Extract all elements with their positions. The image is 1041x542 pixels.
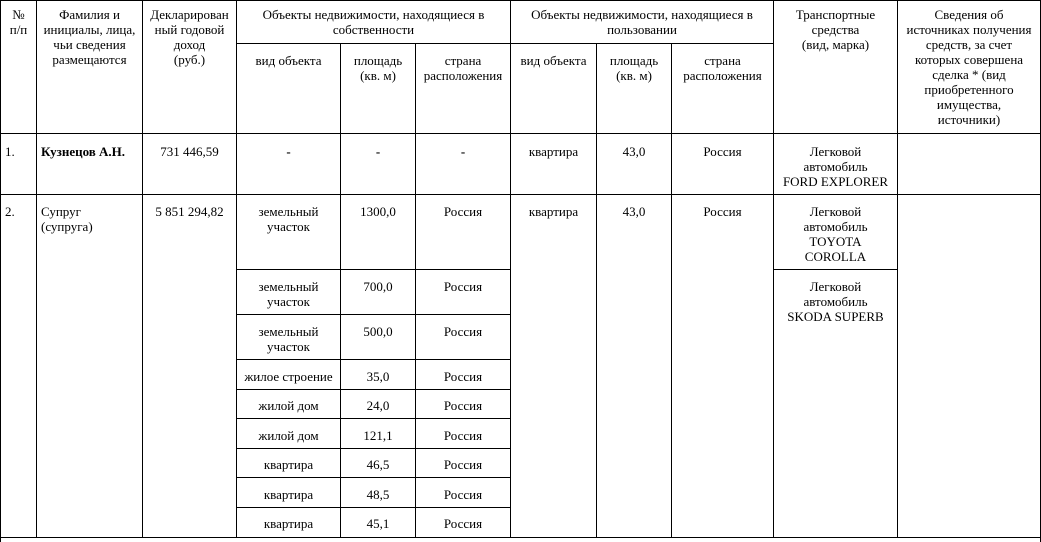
- table-border: [236, 477, 510, 478]
- table-border: [596, 43, 597, 538]
- owned-type: квартира: [263, 457, 314, 472]
- owned-area: 48,5: [366, 487, 390, 502]
- header-transport: Транспортные средства (вид, марка): [795, 7, 876, 52]
- owned-type: квартира: [263, 487, 314, 502]
- row2-transport-2: Легковой автомобиль SKODA SUPERB: [787, 279, 884, 324]
- row2-used-type: квартира: [528, 204, 579, 219]
- table-border: [236, 359, 510, 360]
- row1-name: Кузнецов А.Н.: [41, 144, 126, 159]
- row1-owned-type: -: [286, 144, 291, 159]
- owned-country: Россия: [443, 428, 483, 443]
- header-used-area: площадь (кв. м): [609, 53, 659, 83]
- owned-country: Россия: [443, 487, 483, 502]
- owned-type: жилой дом: [258, 398, 319, 413]
- table-border: [0, 537, 1041, 538]
- owned-area: 1300,0: [360, 204, 396, 219]
- owned-type: земельный участок: [258, 279, 319, 309]
- row1-used-country: Россия: [703, 144, 742, 159]
- header-used-country: страна расположения: [683, 53, 762, 83]
- header-owned-group: Объекты недвижимости, находящиеся в собственности: [262, 7, 485, 37]
- row1-income: 731 446,59: [160, 144, 219, 159]
- owned-area: 45,1: [366, 516, 390, 531]
- row2-num: 2.: [5, 204, 15, 219]
- header-num: № п/п: [9, 7, 28, 37]
- header-owned-area: площадь (кв. м): [353, 53, 403, 83]
- row1-used-area: 43,0: [622, 144, 646, 159]
- owned-type: жилое строение: [244, 369, 333, 384]
- header-owned-country: страна расположения: [423, 53, 503, 83]
- owned-area: 35,0: [366, 369, 390, 384]
- owned-type: земельный участок: [258, 204, 319, 234]
- table-border: [773, 0, 774, 538]
- row2-name: Супруг (супруга): [41, 204, 93, 234]
- row2-income: 5 851 294,82: [155, 204, 224, 219]
- owned-country: Россия: [443, 516, 483, 531]
- owned-area: 46,5: [366, 457, 390, 472]
- row2-used-area: 43,0: [622, 204, 646, 219]
- table-border: [510, 0, 511, 538]
- owned-type: квартира: [263, 516, 314, 531]
- owned-area: 24,0: [366, 398, 390, 413]
- owned-area: 500,0: [363, 324, 393, 339]
- row1-used-type: квартира: [528, 144, 579, 159]
- owned-type: земельный участок: [258, 324, 319, 354]
- row1-num: 1.: [5, 144, 15, 159]
- header-income: Декларирован ный годовой доход (руб.): [150, 7, 229, 67]
- owned-country: Россия: [443, 369, 483, 384]
- table-border: [236, 507, 510, 508]
- owned-country: Россия: [443, 324, 483, 339]
- table-border: [236, 314, 510, 315]
- owned-area: 121,1: [363, 428, 393, 443]
- row2-transport-1: Легковой автомобиль TOYOTA COROLLA: [803, 204, 868, 264]
- table-border: [0, 194, 1041, 195]
- owned-country: Россия: [443, 204, 483, 219]
- table-border: [773, 269, 897, 270]
- table-border: [236, 389, 510, 390]
- table-border: [0, 133, 1041, 134]
- owned-type: жилой дом: [258, 428, 319, 443]
- row1-transport: Легковой автомобиль FORD EXPLORER: [782, 144, 889, 189]
- header-sources: Сведения об источниках получения средств, за счет которых совершена сделка * (вид приобретенного имущества, источники): [906, 7, 1032, 127]
- table-border: [236, 448, 510, 449]
- owned-country: Россия: [443, 398, 483, 413]
- header-owned-type: вид объекта: [255, 53, 322, 68]
- owned-area: 700,0: [363, 279, 393, 294]
- table-border: [236, 269, 510, 270]
- row1-owned-area: -: [375, 144, 381, 159]
- row1-owned-country: -: [460, 144, 466, 159]
- header-used-group: Объекты недвижимости, находящиеся в пользовании: [531, 7, 753, 37]
- row2-used-country: Россия: [703, 204, 742, 219]
- header-name: Фамилия и инициалы, лица, чьи сведения размещаются: [43, 7, 136, 67]
- table-border: [0, 0, 1, 542]
- table-border: [671, 43, 672, 538]
- table-border: [142, 0, 143, 538]
- table-border: [36, 0, 37, 538]
- owned-country: Россия: [443, 279, 483, 294]
- table-border: [236, 418, 510, 419]
- header-used-type: вид объекта: [520, 53, 587, 68]
- owned-country: Россия: [443, 457, 483, 472]
- table-border: [236, 43, 773, 44]
